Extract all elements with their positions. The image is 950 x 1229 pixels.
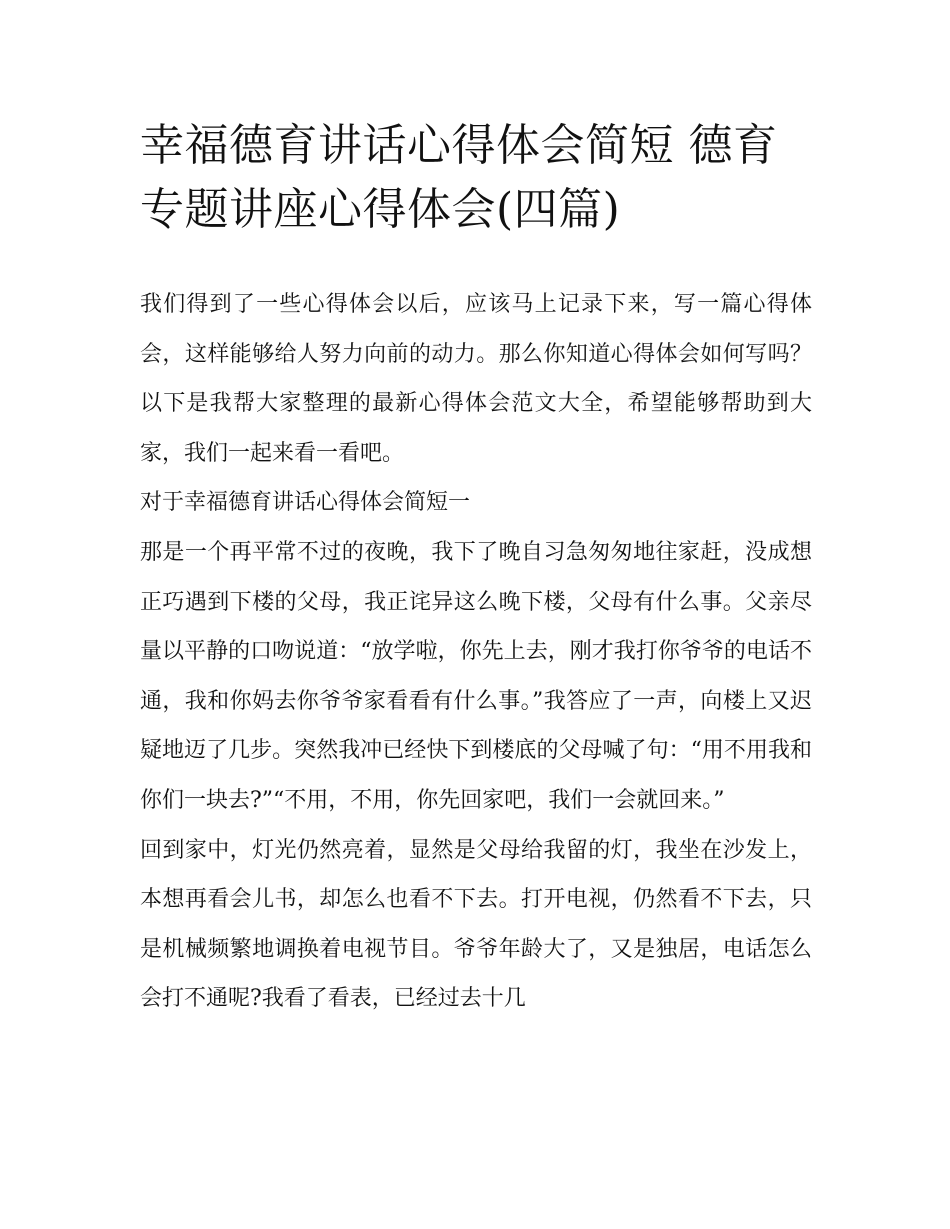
document-page: [140, 0, 812, 1229]
document-title: 幸福德育讲话心得体会简短 德育专题讲座心得体会(四篇): [140, 120, 778, 235]
intro-paragraph: 我们得到了一些心得体会以后，应该马上记录下来，写一篇心得体会，这样能够给人努力向前的动力。那么你知道心得体会如何写吗？以下是我帮大家整理的最新心得体会范文大全，希望能够帮助到大家，我们一起来看一看吧。: [140, 292, 812, 466]
section-heading: 对于幸福德育讲话心得体会简短一: [140, 490, 471, 516]
body-paragraph: 回到家中，灯光仍然亮着，显然是父母给我留的灯，我坐在沙发上，本想再看会儿书，却怎么也看不下去。打开电视，仍然看不下去，只是机械频繁地调换着电视节目。爷爷年龄大了，又是独居，电话怎么会打不通呢?我看了看表，已经过去十几: [140, 837, 812, 1012]
body-paragraph: 那是一个再平常不过的夜晚，我下了晚自习急匆匆地往家赶，没成想正巧遇到下楼的父母，我正诧异这么晚下楼，父母有什么事。父亲尽量以平静的口吻说道：“放学啦，你先上去，刚才我打你爷爷的电话不通，我和你妈去你爷爷家看看有什么事。”我答应了一声，向楼上又迟疑地迈了几步。突然我冲已经快下到楼底的父母喊了句：“用不用我和你们一块去?”“不用，不用，你先回家吧，我们一会就回来。”: [140, 539, 812, 813]
document-body: [140, 280, 812, 1024]
